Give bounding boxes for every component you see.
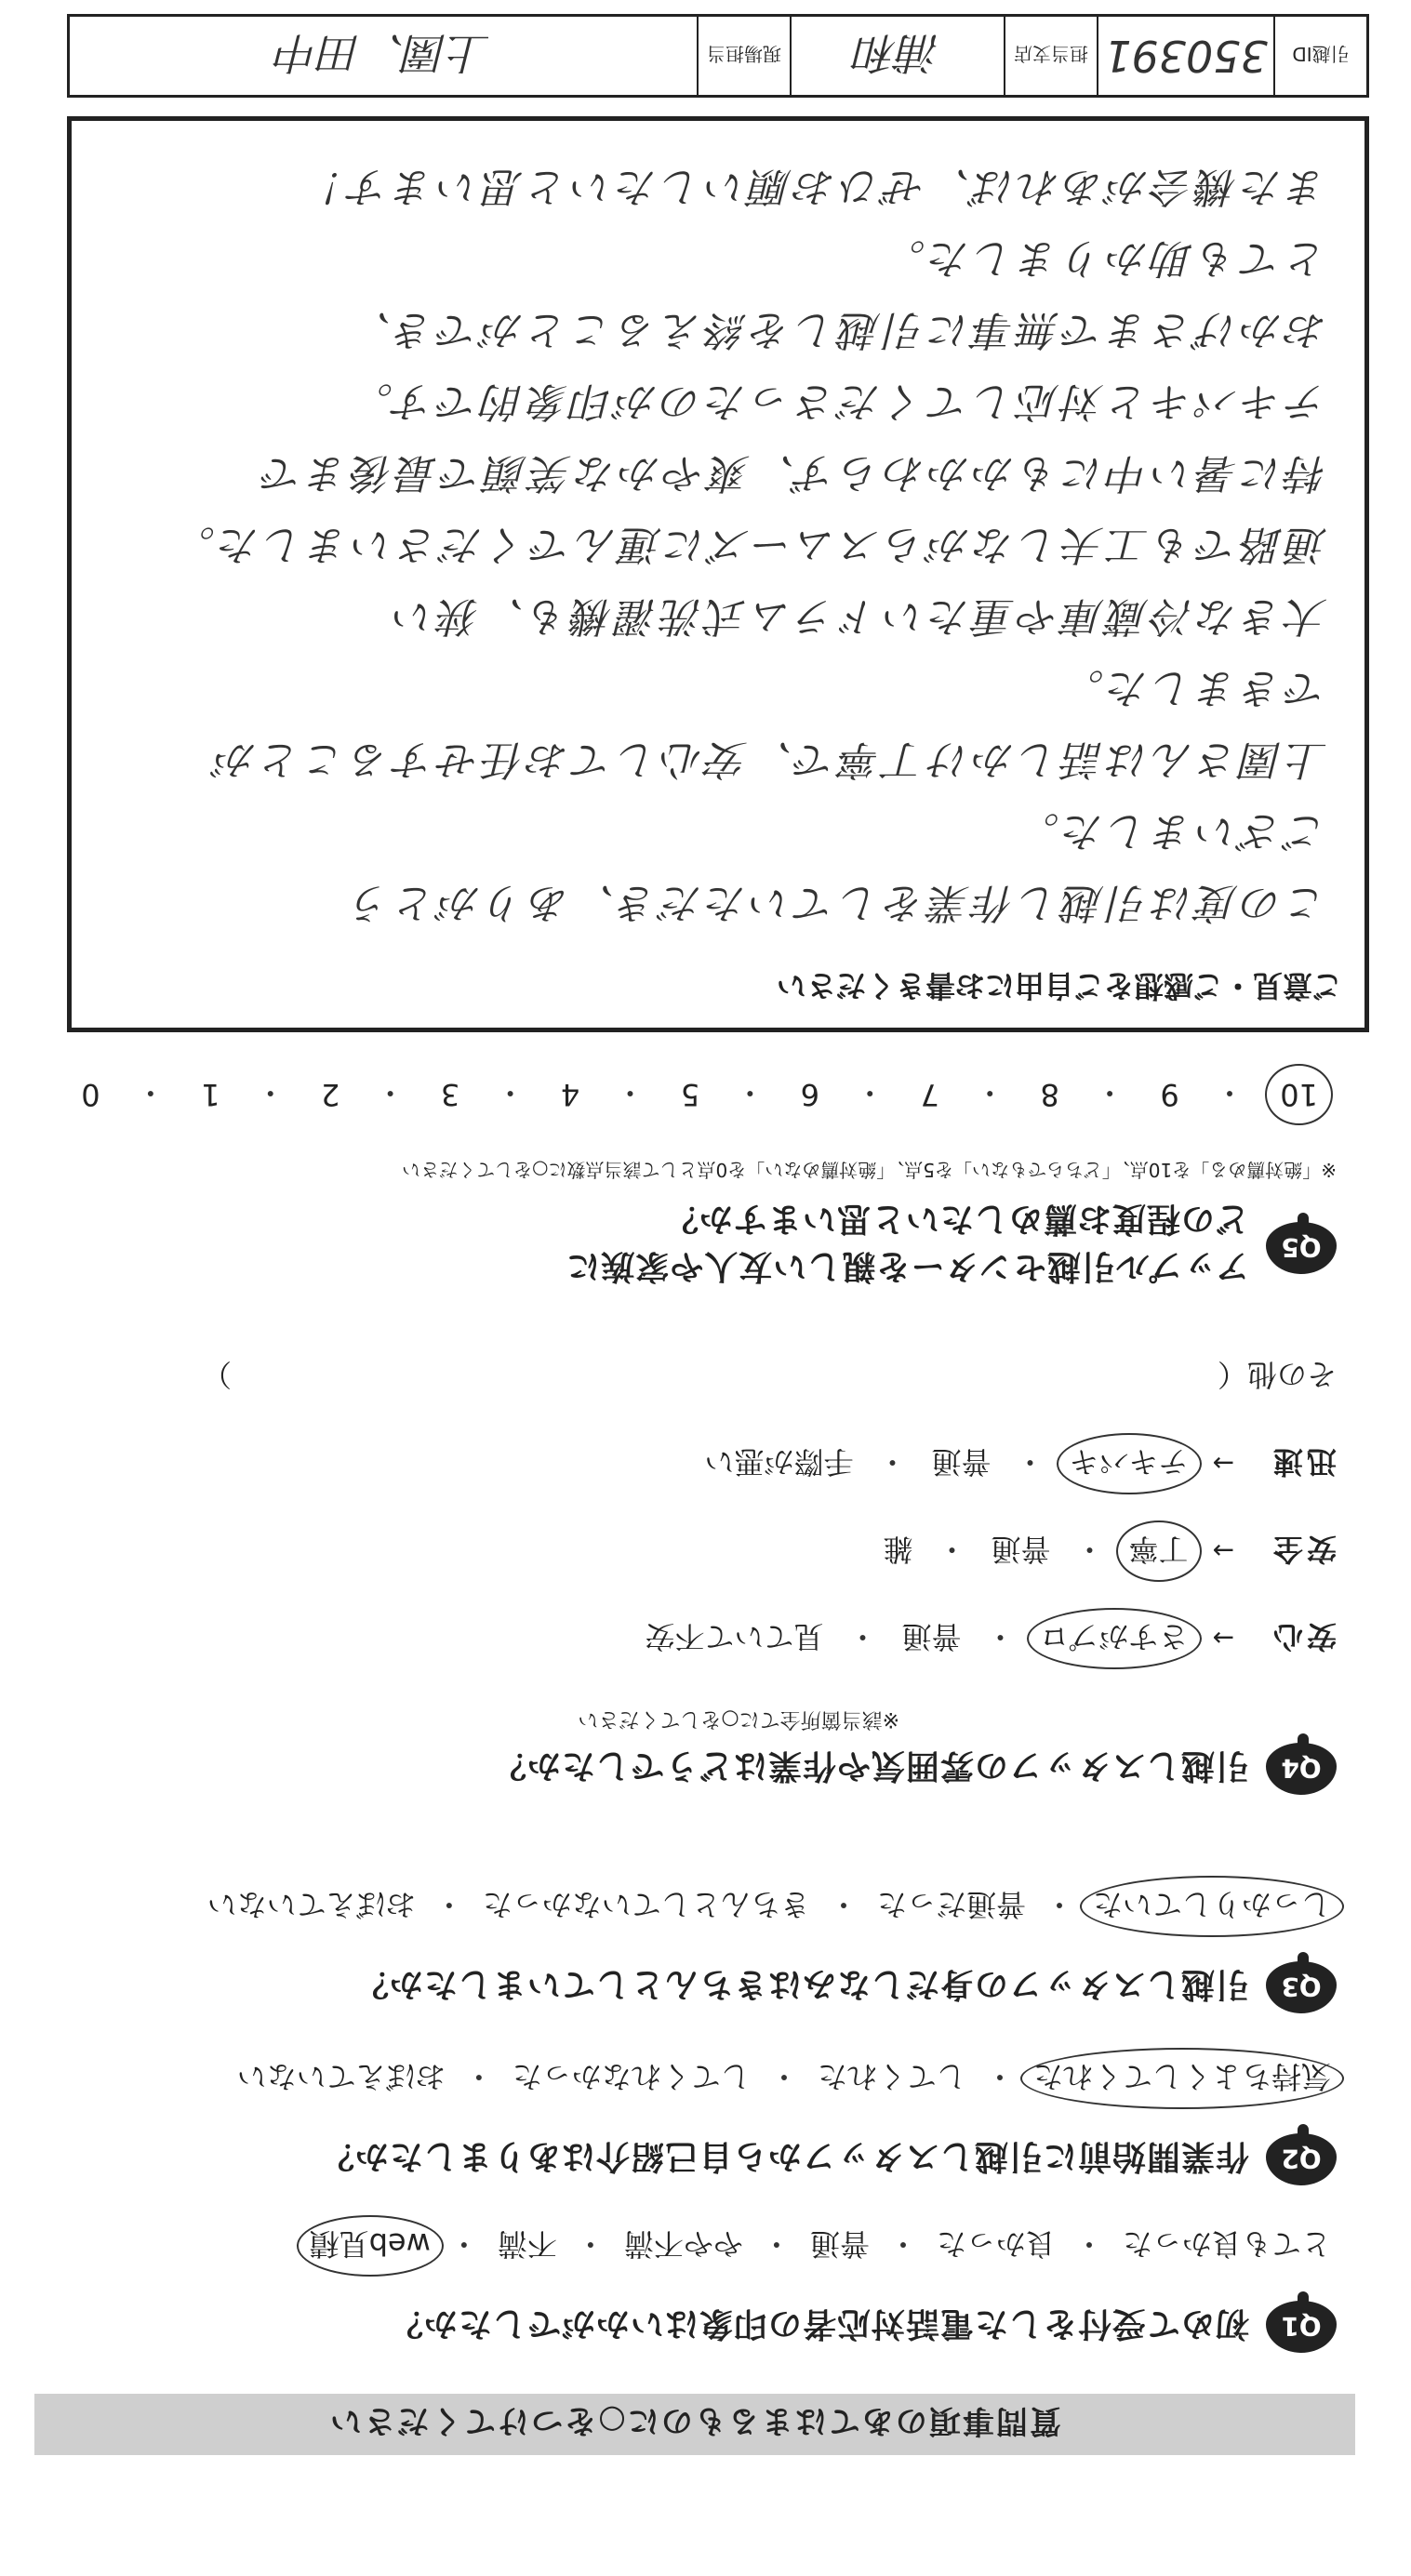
q3-options: しっかりしていた ・ 普通だった ・ きちんとしていなかった ・ おぼえていない	[34, 1885, 1337, 1928]
comment-line: 大きな冷蔵庫や重たいドラム式洗濯機も、狭い	[390, 592, 1327, 640]
q5-title-line2: どの程度お薦めしたいと思いますか？	[663, 1200, 1249, 1238]
comment-line: 通路でも工夫しながらスムーズに運んでくださいました。	[170, 521, 1327, 568]
q3-option[interactable]: おぼえていない	[206, 1887, 416, 1922]
q1-option[interactable]: 普通	[809, 2226, 870, 2262]
q1-option[interactable]: とても良かった	[1122, 2226, 1331, 2262]
q5-badge: Q5	[1266, 1222, 1337, 1274]
q4-option[interactable]: 普通	[901, 1619, 962, 1654]
q4-row-label: 安全	[1269, 1532, 1337, 1567]
scale-option[interactable]: 1	[201, 1077, 220, 1112]
q2-options: 気持ちよくしてくれた ・ してくれた ・ してくれなかった ・ おぼえていない	[34, 2057, 1337, 2100]
comment-line: とても助かりました。	[881, 234, 1327, 282]
q4-row-other	[34, 1355, 1337, 1398]
q4-other-label: その他（	[1217, 1357, 1337, 1392]
q3-badge: Q3	[1266, 1961, 1337, 2013]
comment-line: 特に暑い中にもかかわらず、爽やかな笑顔で最後まで	[259, 449, 1327, 497]
q1-title: 初めて受付をした電話対応者の印象はいかがでしたか？	[388, 2304, 1249, 2344]
instruction-text: 質問事項のあてはまるものに○をつけてください	[328, 2402, 1061, 2440]
scale-option[interactable]: 8	[1040, 1077, 1059, 1112]
comment-handwriting	[72, 141, 1364, 948]
staff-value: 上園、田中	[276, 28, 490, 78]
id-label: 引越ID	[1273, 17, 1366, 95]
q3-title: 引越しスタッフの身だしなみはきちんとしていましたか？	[353, 1965, 1249, 2004]
question-2	[34, 2057, 1337, 2185]
q2-badge: Q2	[1266, 2133, 1337, 2185]
q4-option[interactable]: 手際が悪い	[704, 1444, 854, 1480]
q4-other-close: ）	[201, 1357, 232, 1392]
scale-option[interactable]: 2	[321, 1077, 340, 1112]
q3-option[interactable]: きちんとしていなかった	[482, 1887, 810, 1922]
q4-note: ※該当箇所全てに○をしてください	[578, 1707, 899, 1731]
comment-line: この度は引越し作業をしていただき、ありがとう	[346, 879, 1327, 926]
q4-option-selected[interactable]: 丁寧	[1124, 1530, 1194, 1573]
comment-line: また機会があれば、ぜひお願いしたいと思います！	[300, 163, 1327, 210]
scale-option[interactable]: 9	[1160, 1077, 1179, 1112]
question-4	[34, 1355, 1337, 1795]
q1-option[interactable]: 良かった	[936, 2226, 1056, 2262]
arrow-icon: →	[1212, 1448, 1234, 1480]
q2-option[interactable]: してくれなかった	[512, 2059, 751, 2094]
q4-row-label: 安心	[1269, 1619, 1337, 1654]
comment-line: ございました。	[1015, 807, 1327, 855]
comment-title: ご意見・ご感想をご自由にお書きください	[776, 968, 1342, 1003]
scale-option[interactable]: 5	[680, 1077, 700, 1112]
q4-option-selected[interactable]: さすがプロ	[1034, 1617, 1194, 1660]
q4-option[interactable]: 雑	[883, 1532, 913, 1567]
q5-scale: 10 ・ 9 ・ 8 ・ 7 ・ 6 ・ 5 ・ 4 ・ 3 ・ 2 ・ 1 ・ 0	[81, 1075, 1318, 1112]
scale-option[interactable]: 0	[81, 1077, 100, 1112]
scale-option-selected[interactable]: 10	[1280, 1077, 1318, 1112]
instruction-bar	[34, 2394, 1355, 2455]
comment-line: テキパキと対応してくださったのが印象的です。	[348, 378, 1327, 425]
q4-title: 引越しスタッフの雰囲気や作業はどうでしたか？	[491, 1746, 1249, 1786]
q4-row-jinsoku: 迅速 → テキパキ ・ 普通 ・ 手際が悪い	[34, 1442, 1337, 1485]
staff-label: 現場担当	[697, 17, 790, 95]
branch-value: 浦和	[790, 17, 1004, 95]
q1-option[interactable]: やや不満	[623, 2226, 743, 2262]
q4-badge: Q4	[1266, 1743, 1337, 1795]
q3-option[interactable]: 普通だった	[876, 1887, 1026, 1922]
q1-options: とても良かった ・ 良かった ・ 普通 ・ やや不満 ・ 不満 ・ web見積	[34, 2224, 1337, 2267]
q2-option[interactable]: おぼえていない	[236, 2059, 446, 2094]
question-3	[34, 1885, 1337, 2013]
id-table	[67, 14, 1369, 98]
q1-option[interactable]: 不満	[497, 2226, 557, 2262]
q2-option[interactable]: してくれた	[817, 2059, 966, 2094]
q4-option-selected[interactable]: テキパキ	[1064, 1442, 1194, 1485]
q2-title: 作業開始前に引越しスタッフから自己紹介はありましたか？	[319, 2137, 1249, 2176]
q4-option[interactable]: 見ていて不安	[645, 1619, 824, 1654]
scale-option[interactable]: 7	[920, 1077, 939, 1112]
q4-row-anzen: 安全 → 丁寧 ・ 普通 ・ 雑	[34, 1530, 1337, 1573]
question-5	[34, 1158, 1337, 1293]
q1-option-selected[interactable]: web見積	[304, 2224, 436, 2267]
scale-option[interactable]: 3	[440, 1077, 460, 1112]
q4-row-label: 迅速	[1269, 1444, 1337, 1480]
question-1	[34, 2224, 1337, 2353]
comment-line: おかげさまで無事に引越しを終えることができ、	[346, 306, 1327, 353]
q4-option[interactable]: 普通	[991, 1532, 1051, 1567]
id-value: 350391	[1097, 17, 1273, 95]
arrow-icon: →	[1212, 1623, 1234, 1654]
scale-option[interactable]: 4	[560, 1077, 580, 1112]
branch-label: 担当支店	[1004, 17, 1097, 95]
scale-option[interactable]: 6	[800, 1077, 820, 1112]
q1-badge: Q1	[1266, 2301, 1337, 2353]
q5-note: ※「絶対薦める」を10点、「どちらでもない」を5点、「絶対薦めない」を0点として該当点数に○をしてください	[402, 1159, 1337, 1181]
comment-line: できました。	[1059, 664, 1327, 711]
q2-option-selected[interactable]: 気持ちよくしてくれた	[1028, 2057, 1337, 2100]
q3-option-selected[interactable]: しっかりしていた	[1087, 1885, 1337, 1928]
arrow-icon: →	[1212, 1535, 1234, 1567]
q5-title-line1: アップル引越センターを親しい友人や家族に	[566, 1247, 1249, 1285]
q4-option[interactable]: 普通	[931, 1444, 992, 1480]
comment-line: 上園さんは話しかけ丁寧で、安心してお任せすることが	[211, 736, 1327, 783]
comment-box[interactable]	[67, 116, 1369, 1032]
q4-row-anshin: 安心 → さすがプロ ・ 普通 ・ 見ていて不安	[34, 1617, 1337, 1660]
